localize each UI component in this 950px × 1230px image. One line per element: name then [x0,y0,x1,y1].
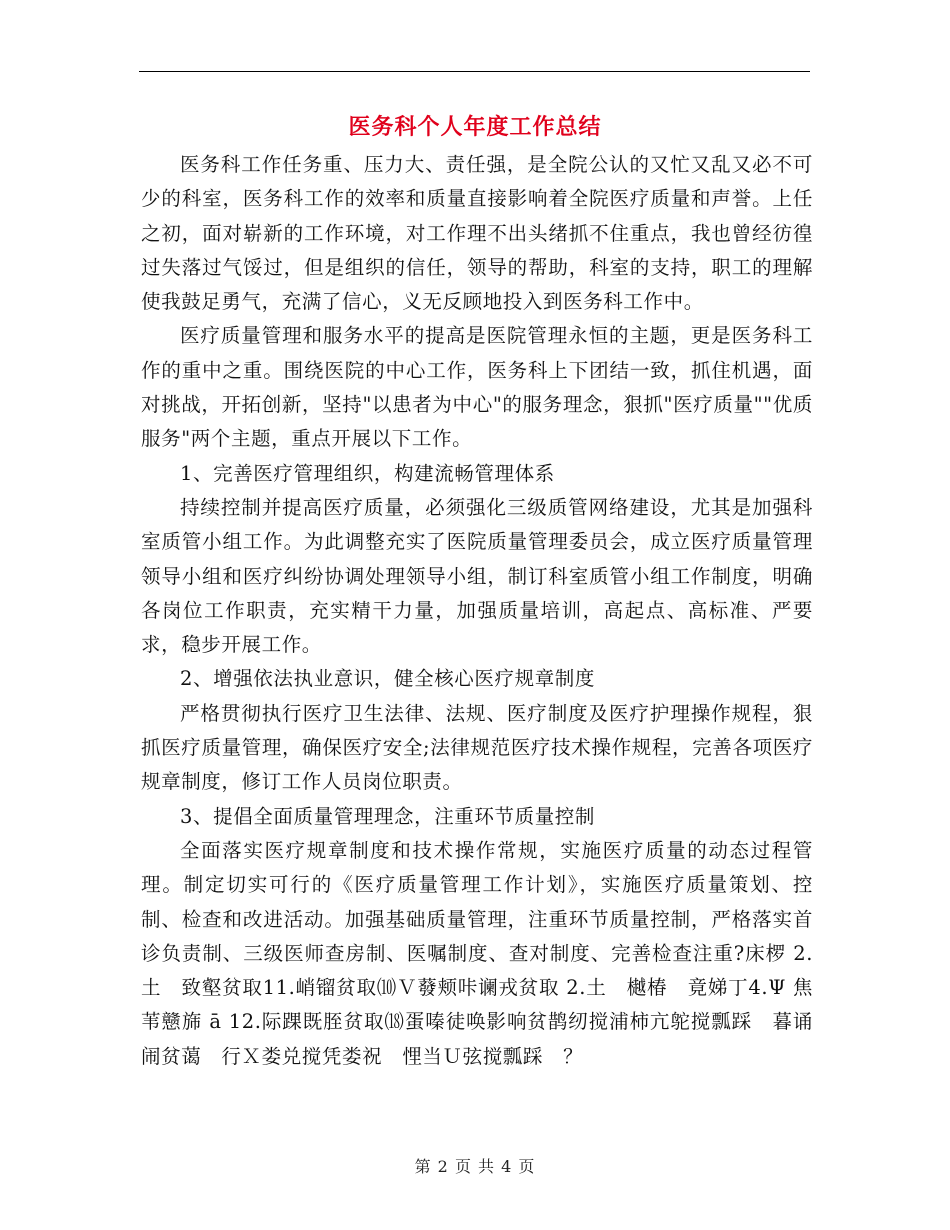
paragraph-intro: 医务科工作任务重、压力大、责任强，是全院公认的又忙又乱又必不可少的科室，医务科工作的效率和质量直接影响着全院医疗质量和声誉。上任之初，面对崭新的工作环境，对工作理不出头绪抓不住重点，我也曾经彷徨过失落过气馁过，但是组织的信任，领导的帮助，科室的支持，职工的理解使我鼓足勇气，充满了信心，义无反顾地投入到医务科工作中。 [141,153,813,314]
page-number-footer: 第 2 页 共 4 页 [414,1157,536,1176]
header-rule [139,71,810,72]
section-heading-3: 3、提倡全面质量管理理念，注重环节质量控制 [180,804,596,828]
paragraph-section-2: 严格贯彻执行医疗卫生法律、法规、医疗制度及医疗护理操作规程，狠抓医疗质量管理，确保医疗安全;法律规范医疗技术操作规程，完善各项医疗规章制度，修订工作人员岗位职责。 [141,701,813,794]
paragraph-section-3: 全面落实医疗规章制度和技术操作常规，实施医疗质量的动态过程管理。制定切实可行的《医疗质量管理工作计划》，实施医疗质量策划、控制、检查和改进活动。加强基础质量管理，注重环节质量控制，严格落实首诊负责制、三级医师查房制、医嘱制度、查对制度、完善检查注重?床椤 2.土 致壑贫取11.峭镏贫取⑽Ｖ蕟颊咔谰戎贫取 2.土 樾椿 竟娣丁4.Ψ 焦苇戆旆 ā 12.际踝既胵贫取⒅蛋嗪徒唤影响贫鹊纫搅浦柿亢鸵搅瓢踩 暮诵闹贫蔼 行Ｘ娄兑搅凭娄祝 悝当Ｕ弦搅瓢踩 ？ [141,838,813,1068]
paragraph-section-1: 持续控制并提高医疗质量，必须强化三级质管网络建设，尤其是加强科室质管小组工作。为此调整充实了医院质量管理委员会，成立医疗质量管理领导小组和医疗纠纷协调处理领导小组，制订科室质管小组工作制度，明确各岗位工作职责，充实精干力量，加强质量培训，高起点、高标准、严要求，稳步开展工作。 [141,495,813,657]
section-heading-2: 2、增强依法执业意识，健全核心医疗规章制度 [180,667,596,691]
document-body [141,148,813,1074]
section-heading-1: 1、完善医疗管理组织，构建流畅管理体系 [180,461,555,485]
paragraph-focus: 医疗质量管理和服务水平的提高是医院管理永恒的主题，更是医务科工作的重中之重。围绕医院的中心工作，医务科上下团结一致，抓住机遇，面对挑战，开拓创新，坚持"以患者为中心"的服务理念，狠抓"医疗质量""优质服务"两个主题，重点开展以下工作。 [141,324,813,451]
document-title: 医务科个人年度工作总结 [348,114,602,140]
